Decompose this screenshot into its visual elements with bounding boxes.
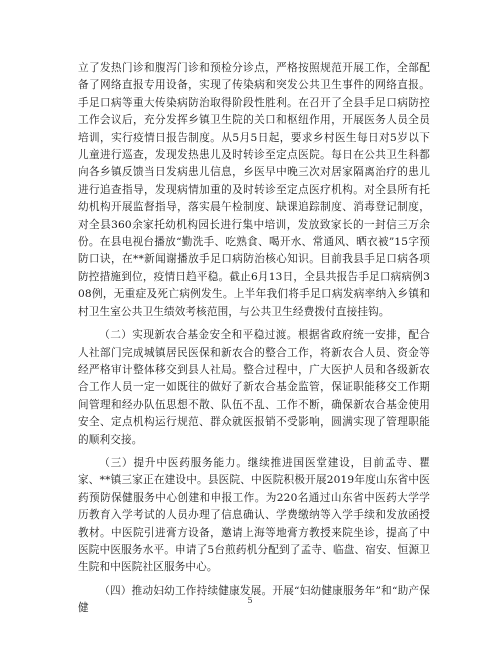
paragraph-tcm-service: （三）提升中医药服务能力。继续推进国医堂建设，目前孟寺、瞿家、**镇三家正在建设中。县医院、中医院积极开展2019年度山东省中医药预防保健服务中心创建和申报工作。为220名通过山东省中医药大学学历教育入学考试的人员办理了信息确认、学费缴纳等入学手续和发放函授教材。中医院引进膏方设备，邀请上海等地膏方教授来院坐诊，提高了中医院中医服务水平。申请了5台煎药机分配到了孟寺、临盘、宿安、恒源卫生院和中医院社区服务中心。 bbox=[78, 456, 430, 574]
paragraph-maternal-child-health: （四）推动妇幼工作持续健康发展。开展“妇幼健康服务年”和“助产保健 bbox=[78, 584, 430, 615]
paragraph-epidemic-control: 立了发热门诊和腹泻门诊和预检分诊点，严格按照规范开展工作，全部配备了网络直报专用设备，实现了传染病和突发公共卫生事件的网络直报。手足口病等重大传染病防治取得阶段性胜利。在召开了全县手足口病防控工作会议后，充分发挥乡镇卫生院的关口和枢纽作用，开展医务人员全员培训，实行疫情日报告制度。从5月5日起，要求乡村医生每日对5岁以下儿童进行巡查，发现发热患儿及时转诊至定点医院。每日在公共卫生科都向各乡镇反馈当日发病患儿信息，乡医早中晚三次对居家隔离治疗的患儿进行追查指导，发现病情加重的及时转诊至定点医疗机构。对全县所有托幼机构开展监督指导，落实晨午检制度、缺课追踪制度、消毒登记制度，对全县360余家托幼机构园长进行集中培训，发放致家长的一封信三万余份。在县电视台播放“勤洗手、吃熟食、喝开水、常通风、晒衣被”15字预防口诀，在**新闻谢播放手足口病防治核心知识。目前我县手足口病各项防控措施到位，疫情日趋平稳。截止6月13日，全县共报告手足口病病例308例，无重症及死亡病例发生。上半年我们将手足口病发病率纳入乡镇和村卫生室公共卫生绩效考核范围，与公共卫生经费拨付直接挂钩。 bbox=[78, 62, 430, 318]
paragraph-rural-cooperative-medical: （二）实现新农合基金安全和平稳过渡。根据省政府统一安排，配合人社部门完成城镇居民医保和新农合的整合工作，将新农合人员、资金等经严格审计整体移交到县人社局。整合过程中，广大医护人员和各级新农合工作人员一定一如既往的做好了新农合基金监管，保证职能移交工作期间管理和经办队伍思想不散、队伍不乱、工作不断，确保新农合基金使用安全、定点机构运行规范、群众就医报销不受影响，圆满实现了管理职能的顺利交接。 bbox=[78, 329, 430, 446]
page-number: 5 bbox=[247, 596, 253, 605]
document-page bbox=[78, 60, 430, 624]
